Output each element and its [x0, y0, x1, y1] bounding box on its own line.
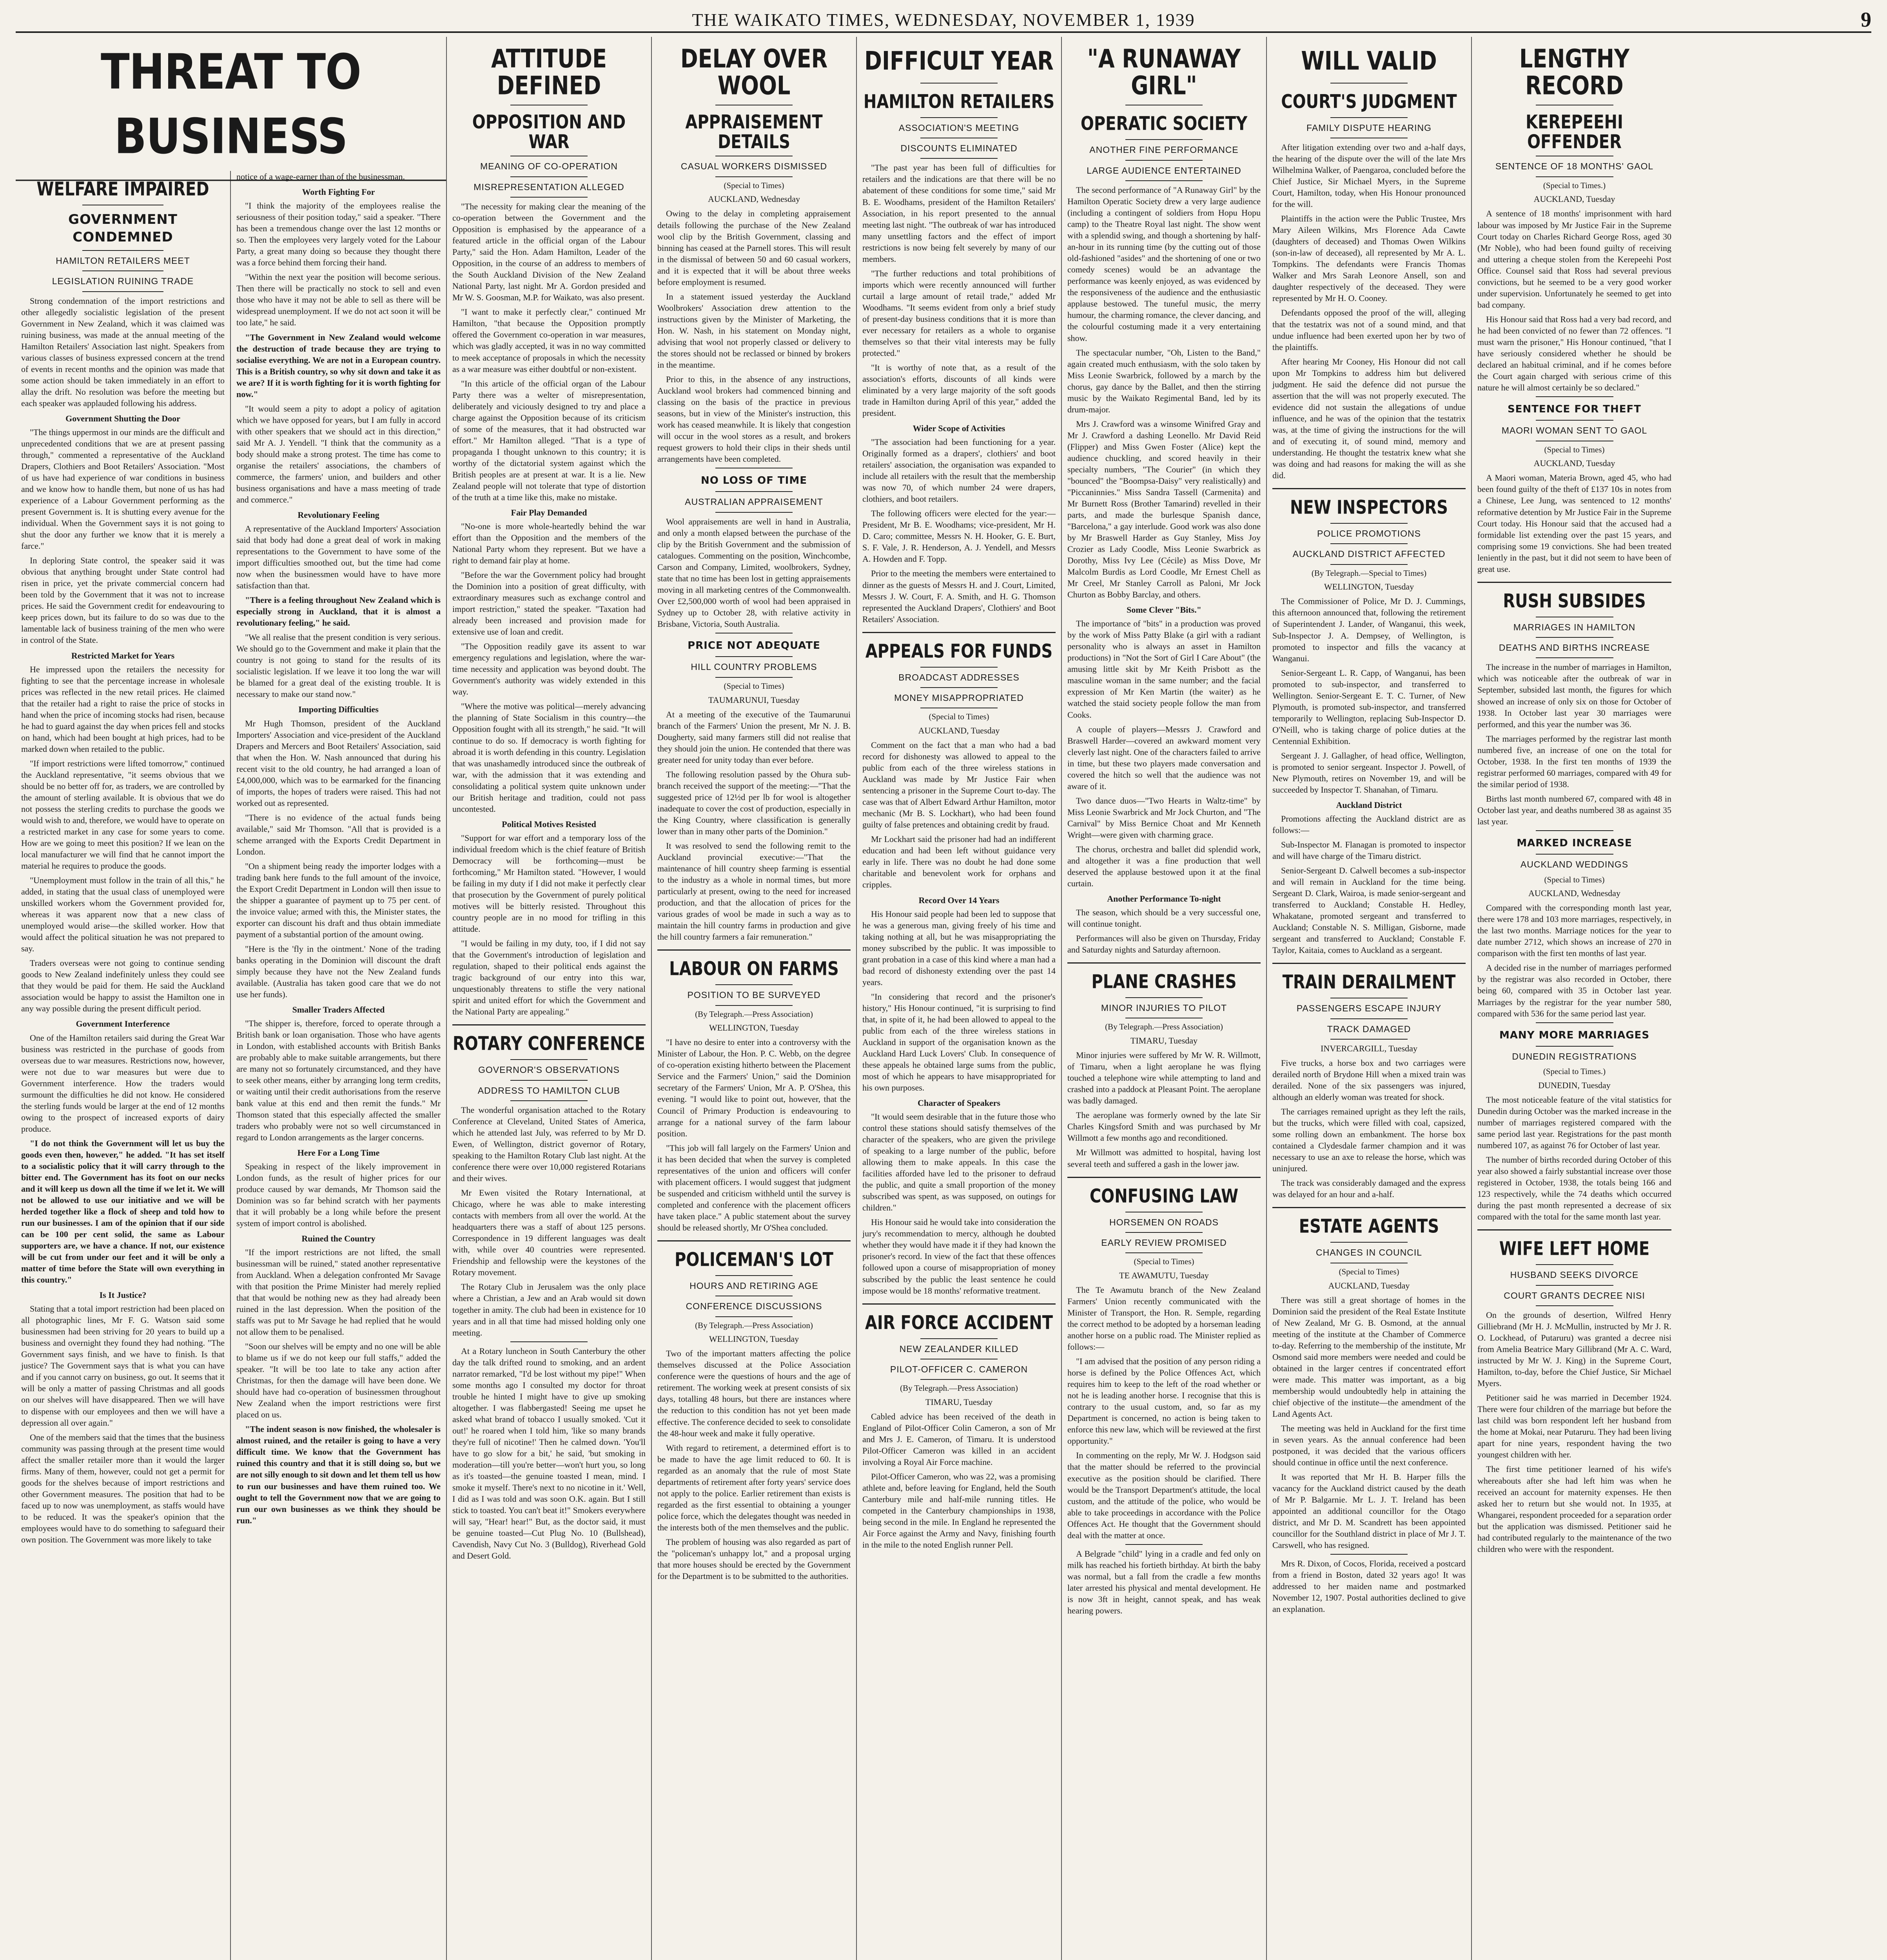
- deck: AUSTRALIAN APPRAISEMENT: [685, 497, 823, 507]
- paragraph: "The Opposition readily gave its assent to war emergency regulations and legislation, where the war-time necessity and application was beyond doubt. The Government's authority was widely extended in this way.: [452, 641, 646, 697]
- paragraph: Sub-Inspector M. Flanagan is promoted to inspector and will have charge of the Timaru district.: [1272, 840, 1466, 861]
- place-line: AUCKLAND, Tuesday: [1533, 458, 1615, 468]
- place-line: WELLINGTON, Tuesday: [709, 1023, 799, 1033]
- deck: CASUAL WORKERS DISMISSED: [680, 161, 827, 172]
- paragraph: The increase in the number of marriages in Hamilton, which was noticeable after the outbreak of war in September, subsided last month, the figures for which showed an increase of only six on those for October of 1938. In October last year 30 marriages were performed, and this year the number was 36.: [1477, 662, 1671, 729]
- paragraph: The first time petitioner learned of his wife's whereabouts after she had left him was when he received an account for maternity expenses. He then asked her to return but she would not. In 1935, at Whangarei, respondent proceeded for a separation order but the application was dismissed. Petitioner said he had contributed regularly to the maintenance of the two children who were with the respondent.: [1477, 1464, 1671, 1554]
- paragraph: There was still a great shortage of homes in the Dominion said the president of the Real Estate Institute of New Zealand, Mr G. B. Osmond, at the annual meeting of the institute at the Chamber of Commerce to-day. Referring to the membership of the institute, Mr Osmond said more members were needed and could be obtained in the larger centres if concentrated effort were made. This matter was important, as a big membership would undoubtedly help in attaining the chief objective of the institute—the amendment of the Land Agents Act.: [1272, 1295, 1466, 1419]
- deck: BROADCAST ADDRESSES: [898, 672, 1020, 682]
- masthead: [16, 8, 1871, 33]
- paragraph: "It would seem desirable that in the future those who control these stations should satisfy themselves of the character of the speakers, who are given the privilege of speaking to a large number of the public, before allowing them to make appeals. In this case the facilities afforded have led to the prisoner to defraud the public, and quite a small proportion of the money subscribed was spent, as was supposed, on outings for children.": [862, 1112, 1056, 1213]
- dateline: (Special to Times): [1339, 1267, 1399, 1276]
- paragraph: Speaking in respect of the likely improvement in London funds, as the result of higher prices for our produce caused by war demands, Mr Thomson said the Dominion was so far behind scratch with her payments that it will probably be a long while before the present system of import control is abolished.: [236, 1161, 441, 1228]
- paragraph: At a meeting of the executive of the Taumarunui branch of the Farmers' Union the present, Mr N. J. B. Dougherty, said many farmers still did not realise that they should join the union. He contended that there was greater need for unity today than ever before.: [657, 709, 851, 765]
- paragraph: It was reported that Mr H. B. Harper fills the vacancy for the Auckland district caused by the death of Mr P. Balgarnie. Mr L. J. T. Ireland has been appointed an additional councillor for the Otago district, and Mr D. M. Scandrett has been appointed councillor for the Southland district in place of Mr J. T. Carswell, who has resigned.: [1272, 1472, 1466, 1550]
- headline: POLICEMAN'S LOT: [675, 1249, 833, 1271]
- paragraph: Mr Hugh Thomson, president of the Auckland Importers' Association and vice-president of the Auckland Drapers and Mercers and Boot Retailers' Association, said that when the Hon. W. Nash announced that during his recent visit to the old country, he had arranged a loan of £4,000,000, which was to be earmarked for the financing of imports, the hopes of traders were raised. This had not worked out as represented.: [236, 718, 441, 808]
- paragraph: Senior-Sergeant D. Calwell becomes a sub-inspector and will remain in Auckland for the time being. Sergeant D. Clark, Wairoa, is made senior-sergeant and transferred to Auckland; Constable H. Hedley, Whakatane, promoted sergeant and transferred to Auckland; Constable N. S. Milligan, Gisborne, made sergeant and transferred to Auckland; Constable F. Taylor, Kaitaia, comes to Auckland as a sergeant.: [1272, 866, 1466, 955]
- paragraph: "The shipper is, therefore, forced to operate through a British bank or loan organisation. Those who have agents in London, with established accounts with British Banks are probably able to make suitable arrangements, but there are many not so fortunately circumstanced, and they have to seek other means, either by arranging long term credits, or waiting until their credit authorisations from the reserve bank value at this end and then remit the funds." Mr Thomson stated that this especially affected the smaller traders who probably were not so well circumstanced in regard to London arrangements as the larger concerns.: [236, 1018, 441, 1142]
- paragraph: "We all realise that the present condition is very serious. We should go to the Government and make it plain that the country is not going to stand for the results of its socialistic legislation. If we leave it too long the war will be blamed for a great deal of the existing trouble. It is necessary to make our stand now.": [236, 632, 441, 699]
- deck: DISCOUNTS ELIMINATED: [900, 143, 1018, 154]
- paragraph: His Honour said people had been led to suppose that he was a generous man, giving freely of his time and taking nothing at all, but he was misappropriating the money subscribed by the public. It was impossible to grant probation in a case of this kind where a man had a bad record of dishonesty extending over the past 14 years.: [862, 909, 1056, 987]
- paragraph: "The association had been functioning for a year. Originally formed as a drapers', clothiers' and boot retailers' association, the organisation was expanded to include all retailers with the result that the membership was now 70, of which number 24 were drapers, clothiers, and boot retailers.: [862, 437, 1056, 504]
- subheadline: HAMILTON RETAILERS: [863, 91, 1055, 113]
- paragraph: Performances will also be given on Thursday, Friday and Saturday nights and Saturday afternoon.: [1067, 933, 1261, 955]
- paragraph: The track was considerably damaged and the express was delayed for an hour and a-half.: [1272, 1178, 1466, 1200]
- paragraph: Prior to the meeting the members were entertained to dinner as the guests of Messrs H. and J. Court, Limited, Messrs J. W. Court, F. A. Smith, and H. G. Thomson represented the Auckland Drapers', Clothiers' and Boot Retailers' Association.: [862, 568, 1056, 624]
- side-heading: Fair Play Demanded: [511, 507, 587, 517]
- paragraph: "I do not think the Government will let us buy the goods even then, however," he added. "It has set itself to a socialistic policy that it will carry through to the bitter end. The Government has its foot on our necks and it will keep us down all the time if we let it. We will not be allowed to use our initiative and we will be herded together like a flock of sheep and told how to run our businesses. I am of the opinion that if our side can be 100 per cent solid, the same as Labour supporters are, we have a chance. If not, our existence will be cut from under our feet and it will be only a matter of time before the State will own everything in this country.": [21, 1138, 225, 1285]
- article-will-valid: [1267, 37, 1472, 1960]
- dateline: (Special to Times): [929, 712, 989, 722]
- headline: DIFFICULT YEAR: [864, 46, 1054, 76]
- side-heading: Some Clever "Bits.": [1127, 605, 1201, 615]
- paragraph: "Where the motive was political—merely advancing the planning of State Socialism in this country—the Opposition fought with all its strength," he said. "It will continue to do so. If democracy is worth fighting for abroad it is worth defending in this country. Legislation that was unashamedly introduced since the outbreak of war, with the admission that it was extending and consolidating a political system quite unknown under our British heritage and tradition, could not pass uncontested.: [452, 701, 646, 814]
- deck: FAMILY DISPUTE HEARING: [1306, 122, 1432, 133]
- deck: DUNEDIN REGISTRATIONS: [1512, 1051, 1637, 1062]
- paragraph: Prior to this, in the absence of any instructions, Auckland wool brokers had commenced binning and classing on the basis of the practice in previous seasons, but in view of the Minister's instruction, this work has ceased meanwhile. It is likely that congestion will occur in the wool stores as a result, and brokers request growers to hold their clips in their sheds until arrangements have been completed.: [657, 374, 851, 464]
- paragraph: Five trucks, a horse box and two carriages were derailed north of Brydone Hill when a mixed train was derailed. None of the six passengers was injured, although an elderly woman was treated for shock.: [1272, 1058, 1466, 1102]
- paragraph: The Rotary Club in Jerusalem was the only place where a Christian, a Jew and an Arab would sit down together in amity. The club had been in existence for 10 years and in all that time had missed holding only one meeting.: [452, 1282, 646, 1338]
- side-heading: Importing Difficulties: [298, 704, 379, 715]
- paragraph: The following officers were elected for the year:—President, Mr B. E. Woodhams; vice-president, Mr H. D. Caro; committee, Messrs N. H. Hooker, G. E. Burt, S. F. Vale, J. R. Henderson, A. J. Yendell, and Messrs A. Howden and F. Topp.: [862, 508, 1056, 564]
- dateline: (Special to Times): [1544, 445, 1605, 454]
- deck: POLICE PROMOTIONS: [1317, 528, 1421, 539]
- headline: WIFE LEFT HOME: [1499, 1238, 1650, 1260]
- paragraph: Cabled advice has been received of the death in England of Pilot-Officer Colin Cameron, a son of Mr and Mrs J. E. Cameron, of Timaru. It is understood Pilot-Officer Cameron was killed in an accident involving a Royal Air Force machine.: [862, 1412, 1056, 1467]
- place-line: AUCKLAND, Tuesday: [1533, 194, 1615, 204]
- paragraph: "Unemployment must follow in the train of all this," he added, in stating that the usual class of unemployed were unskilled workers whom the Government provided for, whereas it was apparent now that a new class of unemployed would arise—the skilled worker. How that would affect the political situation he was not prepared to say.: [21, 875, 225, 954]
- place-line: DUNEDIN, Tuesday: [1538, 1080, 1611, 1090]
- side-heading: Record Over 14 Years: [918, 895, 1000, 905]
- side-heading: Character of Speakers: [918, 1098, 1000, 1108]
- article-attitude-defined: [447, 37, 652, 1960]
- paragraph: "The indent season is now finished, the wholesaler is almost ruined, and the retailer is going to have a very difficult time. We know that the Government has ruined this country and that it is still doing so, but we are not silly enough to sit down and let them tell us how to run our businesses and have them ruined too. We ought to tell the Government now that we are going to run our own businesses as we think they should be run.": [236, 1424, 441, 1525]
- deck: MARRIAGES IN HAMILTON: [1513, 622, 1636, 632]
- paragraph: Mrs R. Dixon, of Cocos, Florida, received a postcard from a friend in Boston, dated 32 years ago! It was addressed to her maiden name and postmarked November 12, 1907. Postal authorities declined to give an explanation.: [1272, 1559, 1466, 1614]
- deck: SENTENCE OF 18 MONTHS' GAOL: [1495, 161, 1654, 172]
- subheadline: OPERATIC SOCIETY: [1080, 113, 1248, 135]
- paragraph: Two dance duos—"Two Hearts in Waltz-time" by Miss Leonie Swarbrick and Mr Jock Churton, and "The Carnival" by Miss Bernice Choat and Mr Kenneth Wright—were given with charming grace.: [1067, 795, 1261, 840]
- deck: HUSBAND SEEKS DIVORCE: [1510, 1270, 1639, 1280]
- paragraph: The wonderful organisation attached to the Rotary Conference at Cleveland, United States of America, which he attended last July, was referred to by Mr D. Ewen, of Wellington, district governor of Rotary, speaking to the Hamilton Rotary Club last night. At the conference there were over 10,000 registered Rotarians and their wives.: [452, 1105, 646, 1183]
- headline: "A RUNAWAY GIRL": [1087, 44, 1241, 100]
- paragraph: It was resolved to send the following remit to the Auckland provincial executive:—"That the maintenance of hill country sheep farming is essential to the industry as a whole in normal times, but more particularly at present, owing to the need for increased production, and that the allocation of prices for the various grades of wool be made in such a way as to maintain the hill country farms in production and give the hill country farmers a fair remuneration.": [657, 840, 851, 942]
- side-heading: Smaller Traders Affected: [292, 1005, 385, 1015]
- subcolumn-left: [16, 171, 231, 1960]
- paragraph: "The past year has been full of difficulties for retailers and the indications are that there will be no abatement of these conditions for some time," said Mr B. E. Woodhams, president of the Hamilton Retailers' Association, in his report presented to the annual meeting last night. "The outbreak of war has introduced many unsettling factors and the effect of import restrictions is now being felt severely by many of our members.: [862, 163, 1056, 264]
- place-line: TIMARU, Tuesday: [925, 1397, 993, 1407]
- side-heading: Political Motives Resisted: [502, 819, 596, 829]
- deck: PASSENGERS ESCAPE INJURY: [1296, 1003, 1442, 1014]
- subheadline: MARKED INCREASE: [1517, 837, 1632, 849]
- deck: ASSOCIATION'S MEETING: [898, 122, 1020, 133]
- subheadline: MANY MORE MARRIAGES: [1499, 1029, 1650, 1041]
- side-heading: Here For a Long Time: [297, 1147, 380, 1158]
- paragraph: "Here is the 'fly in the ointment.' None of the trading banks operating in the Dominion will discount the draft simply because they have not the New Zealand funds available. (Australia has taken good care that we do not use her funds).: [236, 944, 441, 1000]
- deck: AUCKLAND DISTRICT AFFECTED: [1292, 549, 1446, 559]
- headline: APPEALS FOR FUNDS: [865, 641, 1053, 662]
- paragraph: "I think the majority of the employees realise the seriousness of their position today," said a speaker. "There has been a tremendous change over the last 12 months or so. Then the employees very largely voted for the Labour Party, a great many doing so because they thought there was a force behind them forcing their hand.: [236, 201, 441, 268]
- deck: AUCKLAND WEDDINGS: [1520, 859, 1629, 870]
- deck: MONEY MISAPPROPRIATED: [894, 692, 1024, 703]
- side-heading: Wider Scope of Activities: [913, 423, 1005, 434]
- headline: RUSH SUBSIDES: [1503, 590, 1646, 612]
- subheadline: WELFARE IMPAIRED: [36, 178, 209, 200]
- deck: PILOT-OFFICER C. CAMERON: [890, 1364, 1028, 1374]
- deck: HOURS AND RETIRING AGE: [689, 1280, 818, 1291]
- paragraph: "In considering that record and the prisoner's history," His Honour continued, "it is surprising to find that, in spite of it, he had been allowed to appeal to the public from each of the three wireless stations in Auckland in support of the organisation known as the Auckland Hard Luck Lovers' Club. In consequence of these appeals he obtained large sums from the public, most of which he appears to have misappropriated for his own purposes.: [862, 991, 1056, 1093]
- paragraph: Petitioner said he was married in December 1924. There were four children of the marriage but before the last child was born respondent left her husband from the home at Mokai, near Putaruru. They had been living apart for nine years, respondent having the two youngest children with her.: [1477, 1393, 1671, 1460]
- dateline: (By Telegraph.—Special to Times): [1311, 568, 1427, 578]
- place-line: TE AWAMUTU, Tuesday: [1119, 1270, 1209, 1280]
- headline: ROTARY CONFERENCE: [452, 1033, 646, 1055]
- paragraph: "The further reductions and total prohibitions of imports which were recently announced will further curtail a large amount of retail trade," added Mr Woodhams. "It seems evident from only a brief study of present-day business conditions that it is more than ever necessary for retailers as a whole to organise themselves so that their vital interests may be fully protected.": [862, 268, 1056, 358]
- paragraph: His Honour said he would take into consideration the jury's recommendation to mercy, although he doubted whether they would have made it if they had known the prisoner's record. In view of the fact that these offences followed upon a course of misappropriation of money subscribed by the public the least sentence he could impose would be 18 months' reformative treatment.: [862, 1217, 1056, 1296]
- paragraph: "Before the war the Government policy had brought the Dominion into a position of great difficulty, with extraordinary measures such as exchange control and import restriction," stated the speaker. "Taxation had already been increased and provision made for extensive use of loan and credit.: [452, 570, 646, 637]
- paragraph: The second performance of "A Runaway Girl" by the Hamilton Operatic Society drew a very large audience (including a contingent of soldiers from Hopu Hopu camp) to the Theatre Royal last night. The show went with a splendid swing, and though a shortening by half-an-hour in its running time (by the cutting out of those old-fashioned "asides" and the shortening of one or two comedy scenes) would be an advantage the performance was keenly enjoyed, as was evidenced by the responsiveness of the audience and the enthusiastic applause bestowed. The tuneful music, the merry humour, the charming romance, the clever dancing, and the colourful costuming made it a very entertaining show.: [1067, 185, 1261, 343]
- paragraph: After hearing Mr Cooney, His Honour did not call upon Mr Tompkins to address him but delivered judgment. He said the defence did not pursue the assertion that the will was not properly executed. The evidence did not sustain the allegations of undue influence, and he was of the opinion that the testatrix was, at the time of giving the instructions for the will and of executing it, of sound mind, memory and understanding. He thought the testatrix knew what she was doing and had reasons for making the will as she did.: [1272, 356, 1466, 480]
- dateline: (By Telegraph.—Press Association): [695, 1320, 813, 1330]
- paragraph: Compared with the corresponding month last year, there were 178 and 103 more marriages, respectively, in the last two months. Marriage notices for the year to date number 2712, which shows an increase of 270 in comparison with the first ten months of last year.: [1477, 903, 1671, 958]
- paragraph: He impressed upon the retailers the necessity for fighting to see that the percentage increase in wholesale prices was reflected in the new retail prices. He claimed that the retailer had a right to raise the price of stocks in hand when the price of incoming stocks had risen, because he had to guard against the day when prices fell and stocks on hand, which had been bought at high prices, had to be marked down when retailed to the public.: [21, 664, 225, 754]
- side-heading: Government Shutting the Door: [65, 413, 180, 423]
- subheadline: PRICE NOT ADEQUATE: [688, 640, 820, 652]
- paragraph: Births last month numbered 67, compared with 48 in October last year, and deaths numbered 38 as against 35 last year.: [1477, 793, 1671, 826]
- deck: CHANGES IN COUNCIL: [1315, 1247, 1423, 1258]
- place-line: TAUMARUNUI, Tuesday: [708, 695, 800, 705]
- paragraph: Senior-Sergeant L. R. Capp, of Wanganui, has been promoted to sub-inspector, and transferred to Wellington. Senior-Sergeant E. T. C. Turner, of New Plymouth, is promoted sub-inspector, and transferred temporarily to Wellington, replacing Sub-Inspector D. O'Neill, who is taking charge of police duties at the Centennial Exhibition.: [1272, 668, 1466, 746]
- side-heading: Worth Fighting For: [302, 187, 375, 197]
- paragraph: "It is worthy of note that, as a result of the association's efforts, discounts of all kinds were eliminated by a very large majority of the soft goods trade in Hamilton during April of this year," added the president.: [862, 362, 1056, 418]
- deck: LARGE AUDIENCE ENTERTAINED: [1087, 165, 1241, 176]
- deck: POSITION TO BE SURVEYED: [687, 990, 821, 1000]
- dateline: (Special to Times.): [1543, 1067, 1606, 1076]
- paragraph: Defendants opposed the proof of the will, alleging that the testatrix was not of a sound mind, and that undue influence had been exerted upon her by two of the plaintiffs.: [1272, 308, 1466, 352]
- place-line: AUCKLAND, Wednesday: [1528, 888, 1620, 898]
- subheadline: NO LOSS OF TIME: [701, 475, 807, 487]
- deck: GOVERNOR'S OBSERVATIONS: [478, 1065, 620, 1075]
- side-heading: Revolutionary Feeling: [298, 510, 379, 520]
- deck: MISREPRESENTATION ALLEGED: [474, 181, 624, 192]
- subheadline: APPRAISEMENT DETAILS: [685, 111, 823, 153]
- subheadline: GOVERNMENT CONDEMNED: [68, 212, 178, 245]
- dateline: (Special to Times): [724, 180, 784, 190]
- headline: NEW INSPECTORS: [1290, 497, 1448, 519]
- dateline: (Special to Times): [724, 681, 784, 691]
- dateline: (Special to Times): [1544, 875, 1605, 884]
- deck: HILL COUNTRY PROBLEMS: [691, 662, 817, 672]
- paragraph: His Honour said that Ross had a very bad record, and he had been convicted of no fewer than 72 offences. "I must warn the prisoner," His Honour continued, "that I have seriously considered whether he should be declared an habitual criminal, and if he comes before the Court again charged with serious crime of this nature he will almost certainly be so declared.": [1477, 314, 1671, 392]
- deck: HAMILTON RETAILERS MEET: [56, 255, 190, 266]
- subheadline: SENTENCE FOR THEFT: [1507, 403, 1642, 415]
- paragraph: Minor injuries were suffered by Mr W. R. Willmott, of Timaru, when a light aeroplane he was flying touched a telephone wire while attempting to land and crashed into a paddock at Pleasant Point. The aeroplane was badly damaged.: [1067, 1050, 1261, 1106]
- headline: ATTITUDE DEFINED: [491, 44, 607, 100]
- paragraph: Mr Lockhart said the prisoner had had an indifferent education and had been left without guidance very early in life. There was no doubt he had done some charitable and benevolent work for orphans and cripples.: [862, 834, 1056, 890]
- dateline: (By Telegraph.—Press Association): [900, 1383, 1018, 1393]
- dateline: (By Telegraph.—Press Association): [695, 1009, 813, 1019]
- side-heading: Is It Justice?: [99, 1290, 147, 1300]
- paragraph: The chorus, orchestra and ballet did splendid work, and altogether it was a fine production that well deserved the applause bestowed upon it at the final curtain.: [1067, 844, 1261, 888]
- headline: PLANE CRASHES: [1091, 971, 1237, 993]
- paragraph: The importance of "bits" in a production was proved by the work of Miss Patty Blake (a girl with a radiant personality who is always an asset in Hamilton productions) in "Not the Sort of Girl I Care About" (the amusing little skit by Mr Keith Prisbott as the masculine woman in the same number; and the facial expression of Mr Ken Martin (the waiter) as he watched the staid society people follow the man from Cooks.: [1067, 619, 1261, 720]
- paragraph: Traders overseas were not going to continue sending goods to New Zealand indefinitely unless they could see that they would be paid for them. He said the Auckland association would be happy to assist the Hamilton one in any way possible during the present difficult period.: [21, 958, 225, 1014]
- paragraph: "I am advised that the position of any person riding a horse is defined by the Police Offences Act, which requires him to keep to the left of the road whether or not he is leading another horse. I recognise that this is contrary to the usual custom, and, so far as my Department is concerned, no action is being taken to enforce this new law, which will be reviewed at the first opportunity.": [1067, 1356, 1261, 1446]
- article-lengthy-record: [1472, 37, 1677, 1960]
- paragraph: "This job will fall largely on the Farmers' Union and it has been decided that when the survey is completed representatives of the union and officers will confer with placement officers. I would suggest that judgment be suspended and criticism withheld until the survey is completed and conference with the placement officers have taken place." A public statement about the survey should be released shortly, Mr O'Shea concluded.: [657, 1143, 851, 1232]
- place-line: TIMARU, Tuesday: [1130, 1036, 1198, 1046]
- paragraph: "There is a feeling throughout New Zealand which is especially strong in Auckland, that it is almost a revolutionary feeling," he said.: [236, 595, 441, 628]
- subcolumn-right: [231, 171, 446, 1960]
- headline: DELAY OVER WOOL: [680, 44, 828, 100]
- subheadline: KEREPEEHI OFFENDER: [1526, 111, 1623, 153]
- paragraph: The Te Awamutu branch of the New Zealand Farmers' Union recently communicated with the Minister of Transport, the Hon. R. Semple, regarding the correct method to be adopted by a horseman leading another horse on a public road. The Minister replied as follows:—: [1067, 1285, 1261, 1352]
- paragraph: In a statement issued yesterday the Auckland Woolbrokers' Association drew attention to the instructions given by the Minister of Marketing, the Hon. W. Nash, in his statement on Monday night, advising that wool not properly classed or delivery to the stores should not be reclassed or binned by brokers in the meantime.: [657, 291, 851, 370]
- place-line: WELLINGTON, Tuesday: [1324, 582, 1414, 592]
- dateline: (Special to Times): [1134, 1257, 1194, 1267]
- paragraph: With regard to retirement, a determined effort is to be made to have the age limit reduced to 60. It is regarded as an anomaly that the rule of most State departments of retirement after forty years' service does not apply to the police. Earlier retirement than exists is regarded as the first essential to obtaining a younger police force, which the delegates thought was needed in the interests both of the men themselves and the public.: [657, 1443, 851, 1532]
- place-line: INVERCARGILL, Tuesday: [1321, 1044, 1417, 1054]
- article-a-runaway-girl: [1062, 37, 1267, 1960]
- paragraph: "The necessity for making clear the meaning of the co-operation between the Government and the Opposition is emphasised by the appearance of a featured article in the official organ of the Labour Party," said the Hon. Adam Hamilton, Leader of the Opposition, in the course of an address to members of the South Auckland Division of the New Zealand National Party, last night. Mr A. Gordon presided and Mr W. S. Goosman, M.P. for Waikato, was also present.: [452, 201, 646, 303]
- headline: ESTATE AGENTS: [1299, 1216, 1439, 1238]
- paragraph: A Belgrade "child" lying in a cradle and fed only on milk has reached his fortieth birthday. At birth the baby was normal, but a fall from the cradle a few months later arrested his physical and mental development. He is now 3ft in height, cannot speak, and has weak hearing powers.: [1067, 1548, 1261, 1615]
- deck: HORSEMEN ON ROADS: [1109, 1217, 1219, 1227]
- paragraph: The marriages performed by the registrar last month numbered five, an increase of one on the total for October, 1938. In the first ten months of 1939 the registrar performed 60 marriages, compared with 49 for the similar period of 1938.: [1477, 733, 1671, 789]
- paragraph: At a Rotary luncheon in South Canterbury the other day the talk drifted round to smoking, and an ardent narrator remarked, "I'd be lost without my pipe!" When some months ago I consulted my doctor for throat trouble he hinted I might have to give up smoking altogether. I was flabbergasted! Seeing me upset he asked what brand of tobacco I usually smoked. 'Cut it out!' he roared when I told him, 'like so many brands they're full of nicotine!' Then he calmed down. 'You'll have to go slow for a bit,' he said, 'but smoking in moderation—till you're better—won't hurt you, so long as it's toasted—the genuine toasted I mean, mind. I smoke it myself. There's next to no nicotine in it.' Well, I did as I was told and was soon O.K. again. But I still stick to toasted. You can't beat it!" Smokers everywhere will say, "Hear! hear!" But, as the doctor said, it must be genuine toasted—Cut Plug No. 10 (Bullshead), Cavendish, Navy Cut No. 3 (Bulldog), Riverhead Gold and Desert Gold.: [452, 1346, 646, 1561]
- paragraph: Mrs J. Crawford was a winsome Winifred Gray and Mr J. Crawford a dashing Leonello. Mr David Reid (Flipper) and Miss Gwen Foster (Alice) kept the audience chuckling, and scored heavily in their specialty numbers, "The Courier" (in which they "bounced" the "Boompsa-Daisy" very realistically) and "Piccaninnies." Miss Sandra Tassell (Carmenita) and Mr Burnett Ross (Brother Tamarind) revelled in their parts, and made the burlesque Spanish dance, "Barcelona," a gay interlude. Good work was also done by Mr Braswell Harder as Guy Stanley, Miss Joy Crozier as Lady Coodle, Miss Leonie Swarbrick as Dorothy, Miss Ivy Lee (Cécile) as Miss Dove, Mr Malcolm Burdis as Lord Coodle, Mr Ernest Chell as Mr Creel, Mr Stanley Carroll as Paloni, Mr Jock Churton as Bobby Barclay, and others.: [1067, 419, 1261, 600]
- deck: TRACK DAMAGED: [1327, 1024, 1411, 1034]
- paragraph: Comment on the fact that a man who had a bad record for dishonesty was allowed to appeal to the public from each of the three wireless stations in Auckland was made by Mr Justice Fair when sentencing a prisoner in the Supreme Court to-day. The case was that of Albert Edward Arthur Hamilton, motor mechanic (Mr B. S. Lockhart), who had been found guilty of false pretences and obtaining credit by fraud.: [862, 740, 1056, 830]
- deck: COURT GRANTS DECREE NISI: [1504, 1290, 1645, 1301]
- paragraph: "The things uppermost in our minds are the difficult and unprecedented conditions that we are at present passing through," commented a representative of the Auckland Drapers, Clothiers and Boot Retailers' Association. "Most of us have had experience of war conditions in business and we know how to handle them, but none of us has had experience of a Labour Government performing as the present Government is. It is shutting every avenue for the individual. When the Government says it is not going to shut the door any further we know that it is merely a farce.": [21, 427, 225, 551]
- paragraph: Two of the important matters affecting the police themselves discussed at the Police Association conference were the questions of hours and the age of retirement. The working week at present consists of six days, totalling 48 hours, but there are instances where the reduction to this condition has not yet been made effective. The conference decided to seek to consolidate the 48-hour week and make it fully operative.: [657, 1348, 851, 1438]
- paragraph: notice of a wage-earner than of the businessman.: [236, 172, 405, 182]
- paragraph: The Commissioner of Police, Mr D. J. Cummings, this afternoon announced that, following the retirement of Superintendent J. Lander, of Wanganui, this week, Sub-Inspector J. A. Dempsey, of Wellington, is promoted to inspector and fills the vacancy at Wanganui.: [1272, 596, 1466, 663]
- paragraph: "On a shipment being ready the importer lodges with a trading bank here funds to the full amount of the invoice, the Export Credit Department in London will then issue to the shipper a guarantee of payment up to 75 per cent. of the invoice value; armed with this, the Minister states, the exporter can discount his draft and thus obtain immediate payment of a substantial portion of the amount owing.: [236, 861, 441, 940]
- headline: TRAIN DERAILMENT: [1282, 971, 1456, 993]
- place-line: AUCKLAND, Tuesday: [1328, 1280, 1410, 1290]
- paragraph: "Support for war effort and a temporary loss of the individual freedom which is the chief feature of British Democracy will be forthcoming—must be forthcoming," Mr Hamilton stated. "However, I would be failing in my duty if I did not make it perfectly clear that prosecution by the Government of purely political motives will be bitterly resisted. Throughout this country people are in no mood for trifling in this attitude.: [452, 833, 646, 934]
- headline: LENGTHY RECORD: [1519, 44, 1629, 100]
- side-heading: Government Interference: [76, 1019, 170, 1029]
- deck: ADDRESS TO HAMILTON CLUB: [477, 1085, 621, 1096]
- paragraph: "I want to make it perfectly clear," continued Mr Hamilton, "that because the Opposition promptly offered the Government co-operation in war measures, which was gladly accepted, it was in no way committed to meek acceptance of proposals in which the necessity as a war measure was either doubtful or non-existent.: [452, 307, 646, 374]
- place-line: WELLINGTON, Tuesday: [709, 1334, 799, 1344]
- deck: MEANING OF CO-OPERATION: [480, 161, 618, 172]
- paragraph: Mr Willmott was admitted to hospital, having lost several teeth and suffered a gash in the lower jaw.: [1067, 1147, 1261, 1169]
- paragraph: The number of births recorded during October of this year also showed a fairly substantial increase over those registered in October, 1938, the totals being 166 and 123 respectively, while the 74 deaths which occurred during the past month represented a decrease of six compared with the total for the same month last year.: [1477, 1155, 1671, 1222]
- paragraph: A representative of the Auckland Importers' Association said that body had done a great deal of work in making representations to the Government to have some of the import difficulties smoothed out, but the time had come now when the businessmen would have to have more satisfaction than that.: [236, 524, 441, 591]
- paragraph: Wool appraisements are well in hand in Australia, and only a month elapsed between the purchase of the clip by the British Government and the submission of catalogues. Commenting on the position, Winchcombe, Carson and Company, Limited, woolbrokers, Sydney, state that no time has been lost in getting appraisements moving in all marketing centres of the Commonwealth. Over £2,500,000 worth of wool had been appraised in Sydney up to October 28, with relative activity in Brisbane, Victoria, South Australia.: [657, 516, 851, 629]
- page-number: 9: [1861, 8, 1871, 31]
- article-delay-over-wool: [652, 37, 857, 1960]
- headline: THREAT TO BUSINESS: [16, 37, 446, 181]
- paragraph: "I have no desire to enter into a controversy with the Minister of Labour, the Hon. P. C. Webb, on the degree of co-operation existing hitherto between the Placement Service and the Farmers' Union," said the Dominion secretary of the Farmers' Union, Mr A. P. O'Shea, this evening. "I would like to point out, however, that the Council of Primary Production is endeavouring to arrange for a national survey of the farm labour position.: [657, 1037, 851, 1138]
- paragraph: The problem of housing was also regarded as part of the "policeman's unhappy lot," and a proposal urging that more houses should be erected by the Government for the Department is to be submitted to the authorities.: [657, 1537, 851, 1581]
- side-heading: Auckland District: [1336, 800, 1402, 810]
- paragraph: Owing to the delay in completing appraisement details following the purchase of the New Zealand wool clip by the British Government, classing and binning has ceased at the Parnell stores. This will result in the dismissal of between 50 and 60 casual workers, and it is expected that it will be about three weeks before employment is resumed.: [657, 209, 851, 287]
- paragraph: A couple of players—Messrs J. Crawford and Braswell Harder—covered an awkward moment very cleverly last night. One of the characters failed to arrive in time, but these two players made conversation and covered the hitch so well that the audience was not aware of it.: [1067, 724, 1261, 791]
- dateline: (Special to Times.): [1543, 180, 1606, 190]
- headline: WILL VALID: [1301, 46, 1437, 76]
- paragraph: A decided rise in the number of marriages performed by the registrar was also recorded in October, there being 60, compared with 35 in October last year. Marriages by the registrar for the year number 580, compared with 536 for the same period last year.: [1477, 963, 1671, 1018]
- paragraph: In deploring State control, the speaker said it was obvious that anything brought under State control had risen in price, yet the private commercial concern had been told by the Government that it was not to increase prices. He said the Government credit for endeavouring to keep prices down, but its failure to do so was due to the lamentable lack of business training of the men who were in control of the State.: [21, 555, 225, 645]
- deck: MINOR INJURIES TO PILOT: [1101, 1003, 1227, 1013]
- paragraph: One of the members said that the times that the business community was passing through at the present time would affect the smaller retailer more than it would the larger firms. Many of them, however, could not get a permit for goods for the shelves because of import restrictions and other Government measures. The position that had to be faced up to now was unemployment, as staffs would have to be reduced. It was the speaker's opinion that the employees would have to do something to safeguard their own position. The Government was more likely to take: [21, 1432, 225, 1544]
- deck: ANOTHER FINE PERFORMANCE: [1089, 145, 1239, 155]
- columns: [16, 37, 1871, 1960]
- paragraph: The spectacular number, "Oh, Listen to the Band," again created much enthusiasm, with the solo taken by Miss Leonie Swarbrick, followed by a march by the chorus, gay dance by the Ballet, and then the stirring music by the Waikato Regimental Band, led by its drum-major.: [1067, 347, 1261, 414]
- deck: DEATHS AND BIRTHS INCREASE: [1499, 642, 1650, 653]
- paragraph: The season, which should be a very successful one, will continue tonight.: [1067, 907, 1261, 929]
- side-heading: Restricted Market for Years: [71, 650, 175, 661]
- paragraph: The following resolution passed by the Ohura sub-branch received the support of the meeting:—"That the suggested price of 12½d per lb for wool is altogether inadequate to cover the cost of production, especially in the King Country, where classification is generally lower than in many other parts of the Dominion.": [657, 769, 851, 836]
- headline: LABOUR ON FARMS: [669, 958, 839, 980]
- side-heading: Another Performance To-night: [1107, 893, 1221, 904]
- subheadline: OPPOSITION AND WAR: [472, 111, 626, 153]
- deck: EARLY REVIEW PROMISED: [1101, 1237, 1227, 1248]
- paper-dateline: THE WAIKATO TIMES, WEDNESDAY, NOVEMBER 1, 1939: [692, 9, 1195, 30]
- paragraph: The meeting was held in Auckland for the first time in seven years. As the annual conference had been postponed, it was decided that the various officers should continue in office until the next conference.: [1272, 1423, 1466, 1468]
- paragraph: The carriages remained upright as they left the rails, but the trucks, which were filled with coal, capsized, some rolling down an embankment. The horse box contained a Clydesdale farmer champion and it was necessary to use an axe to release the horse, which was uninjured.: [1272, 1107, 1466, 1174]
- paragraph: Stating that a total import restriction had been placed on all photographic lines, Mr F. G. Watson said some businessmen had been striving for 20 years to build up a business and overnight they found they had nothing. "The Government says finish, and we have to finish. Is that justice? The Government says that is what you can have and if you cannot carry on business, go out. It seems that it will be only a matter of passing Christmas and all goods on our shelves will have disappeared. Then we will have to dispense with our employees and then we will have a depression all over again.": [21, 1304, 225, 1428]
- paragraph: One of the Hamilton retailers said during the Great War business was restricted in the purchase of goods from overseas due to war measures. Restrictions now, however, were not due to war measures but were due to Government interference. How the traders would surmount the difficulties he did not know. He considered the sterling funds would be larger at the end of 12 months owing to the prospect of increased exports of dairy produce.: [21, 1033, 225, 1134]
- deck: CONFERENCE DISCUSSIONS: [686, 1301, 822, 1312]
- deck: NEW ZEALANDER KILLED: [899, 1343, 1019, 1354]
- paragraph: "If import restrictions were lifted tomorrow," continued the Auckland representative, "it seems obvious that we should be no better off for, as traders, we are controlled by the amount of sterling available. It is obvious that we do not possess the sterling credits to purchase the goods we would wish to and, therefore, we would have to operate on a restricted market in any case for some years to come. How are we going to meet this position? If we lean on the local manufacturer we will find that he cannot import the material he requires to produce the goods.: [21, 758, 225, 871]
- paragraph: After litigation extending over two and a-half days, the hearing of the dispute over the will of the late Mrs Wilhelmina Walker, of Paengaroa, concluded before the Chief Justice, Sir Michael Myers, in the Supreme Court, Hamilton, today, when His Honour pronounced for the will.: [1272, 142, 1466, 209]
- paragraph: "Soon our shelves will be empty and no one will be able to blame us if we do not keep our full staffs," added the speaker. "It will be too late to take any action after Christmas, for then the damage will have been done. We should have had co-operation of businessmen throughout New Zealand when the import restrictions were first placed on us.: [236, 1341, 441, 1420]
- paragraph: Pilot-Officer Cameron, who was 22, was a promising athlete and, before leaving for England, held the South Canterbury mile and half-mile running titles. He competed in the Canterbury championships in 1938, being second in the mile. In England he represented the Air Force against the Army and Navy, finishing fourth in the mile to the noted English runner Pell.: [862, 1472, 1056, 1550]
- subheadline: COURT'S JUDGMENT: [1281, 91, 1457, 113]
- deck: LEGISLATION RUINING TRADE: [52, 276, 194, 287]
- paragraph: Promotions affecting the Auckland district are as follows:—: [1272, 813, 1466, 835]
- place-line: AUCKLAND, Wednesday: [708, 194, 800, 204]
- paragraph: "It would seem a pity to adopt a policy of agitation which we have opposed for years, but I am fully in accord with other speakers that we should act in this direction," said Mr A. J. Yendell. "I think that the community as a body should make a strong protest. The time has come to organise the retailers' associations, the chambers of commerce, the farmers' union, and builders and other business organisations and have a mass meeting of trade and commerce.": [236, 403, 441, 505]
- paragraph: "There is no evidence of the actual funds being available," said Mr Thomson. "All that is provided is a scheme arranged with the Exports Credit Department in London.: [236, 812, 441, 857]
- paragraph: Plaintiffs in the action were the Public Trustee, Mrs Mary Aileen Wilkins, Mrs Florence Ada Cawte (daughters of deceased) and Thomas Owen Wilkins (son-in-law of deceased), all represented by Mr A. L. Tompkins. The defendants were Francis Thomas Walker and Mrs Sarah Leonore Ansell, son and daughter respectively of the deceased. They were represented by Mr H. O. Cooney.: [1272, 214, 1466, 303]
- paragraph: "No-one is more whole-heartedly behind the war effort than the Opposition and the members of the National Party whom they represent. But we have a right to demand fair play at home.: [452, 521, 646, 566]
- paragraph: Mr Ewen visited the Rotary International, at Chicago, where he was able to make interesting contacts with members from all over the world. At the headquarters there was a staff of about 125 persons. Correspondence in 19 different languages was dealt with, while over 40 countries were represented. Friendship and fellowship were the keystones of the Rotary movement.: [452, 1188, 646, 1278]
- side-heading: Ruined the Country: [301, 1233, 376, 1243]
- paragraph: "If the import restrictions are not lifted, the small businessman will be ruined," stated another representative from Auckland. When a delegation confronted Mr Savage with that position the Prime Minister had merely replied that that would be nothing new as they had already been ruined in the last depression. When the position of the staffs was put to Mr Savage he had replied that he would not allow them to be penalised.: [236, 1247, 441, 1337]
- paragraph: Strong condemnation of the import restrictions and other allegedly socialistic legislation of the present Government in New Zealand, which it was claimed was ruining business, was made at the annual meeting of the Hamilton Retailers' Association last night. Speakers from various classes of business expressed concern at the trend of events in recent months and the opinion was made that some action should be taken immediately in an effort to allay the drift. No resolution was before the meeting but each speaker was applauded following his address.: [21, 296, 225, 408]
- article-difficult-year: [857, 37, 1062, 1960]
- article-threat-to-business: [16, 37, 447, 1960]
- paragraph: The most noticeable feature of the vital statistics for Dunedin during October was the marked increase in the number of marriages registered compared with the same period last year. Registrations for the past month numbered 107, as against 76 for October of last year.: [1477, 1095, 1671, 1151]
- headline: AIR FORCE ACCIDENT: [865, 1312, 1053, 1334]
- deck: MAORI WOMAN SENT TO GAOL: [1501, 425, 1647, 436]
- place-line: AUCKLAND, Tuesday: [918, 726, 1000, 736]
- headline: CONFUSING LAW: [1089, 1185, 1239, 1207]
- paragraph: In commenting on the reply, Mr W. J. Hodgson said that the matter should be referred to the provincial executive as the position should be clarified. There would be the Transport Department's attitude, the local custom, and the attitude of the police, who would be able to take proceedings in accordance with the Police Offences Act. He thought that the Government should deal with the matter at once.: [1067, 1450, 1261, 1540]
- paragraph: "I would be failing in my duty, too, if I did not say that the Government's introduction of legislation and regulation, shaped to their political ends against the tragic background of our entry into this war, unquestionably threatens to stifle the very national spirit and united effort for which the Government and the National Party are appealing.": [452, 938, 646, 1017]
- paragraph: Sergeant J. J. Gallagher, of head office, Wellington, is promoted to senior sergeant. Inspector J. Powell, of New Plymouth, retires on November 19, and will be succeeded by Inspector T. Shanahan, of Timaru.: [1272, 750, 1466, 795]
- paragraph: The aeroplane was formerly owned by the late Sir Charles Kingsford Smith and was purchased by Mr Willmott a few months ago and reconditioned.: [1067, 1110, 1261, 1143]
- paragraph: A Maori woman, Materia Brown, aged 45, who had been found guilty of the theft of £137 10s in notes from a Chinese, Lee Jung, was sentenced to 12 months' reformative detention by Mr Justice Fair in the Supreme Court today. His Honour said that the accused had a formidable list extending over the past 15 years, and comprising some 19 convictions. She had been treated leniently in the past, but it did not seem to have been of great use.: [1477, 473, 1671, 574]
- paragraph: "In this article of the official organ of the Labour Party there was a welter of misrepresentation, deliberately and viciously designed to try and place a charge against the Opposition because of its criticism of some of the measures, that it had obstructed war effort." Mr Hamilton alleged. "That is a type of propaganda I thought unknown to this country; it is worthy of the dictatorial system against which the British peoples are at present at war. It is a lie. New Zealand people will not tolerate that type of distortion of the truth at a time like this, make no mistake.: [452, 378, 646, 502]
- paragraph: "The Government in New Zealand would welcome the destruction of trade because they are trying to socialise everything. We are not in a European country. This is a British country, so why sit down and take it as we are? If it is worth fighting for it is worth fighting for now.": [236, 332, 441, 399]
- paragraph: On the grounds of desertion, Wilfred Henry Gilliebrand (Mr H. J. McMullin, instructed by Mr J. R. O. Lockhead, of Putaruru) was granted a decree nisi from Amelia Beatrice Mary Gillibrand (Mr A. C. Ward, instructed by Mr W. J. King) in the Supreme Court, Hamilton, to-day, before the Chief Justice, Sir Michael Myers.: [1477, 1310, 1671, 1388]
- paragraph: A sentence of 18 months' imprisonment with hard labour was imposed by Mr Justice Fair in the Supreme Court today on Charles Richard George Ross, aged 30 (Mr Noble), who had been found guilty of receiving and uttering a cheque stolen from the Kerepeehi Post Office. Counsel said that Ross had several previous convictions, but he seemed to be a very good worker under supervision. Unfortunately he seemed to get into bad company.: [1477, 209, 1671, 310]
- dateline: (By Telegraph.—Press Association): [1105, 1022, 1223, 1032]
- paragraph: "Within the next year the position will become serious. Then there will be practically no stock to sell and even those who have it may not be able to sell as there will be widespread unemployment. If we do not act soon it will be too late," he said.: [236, 272, 441, 328]
